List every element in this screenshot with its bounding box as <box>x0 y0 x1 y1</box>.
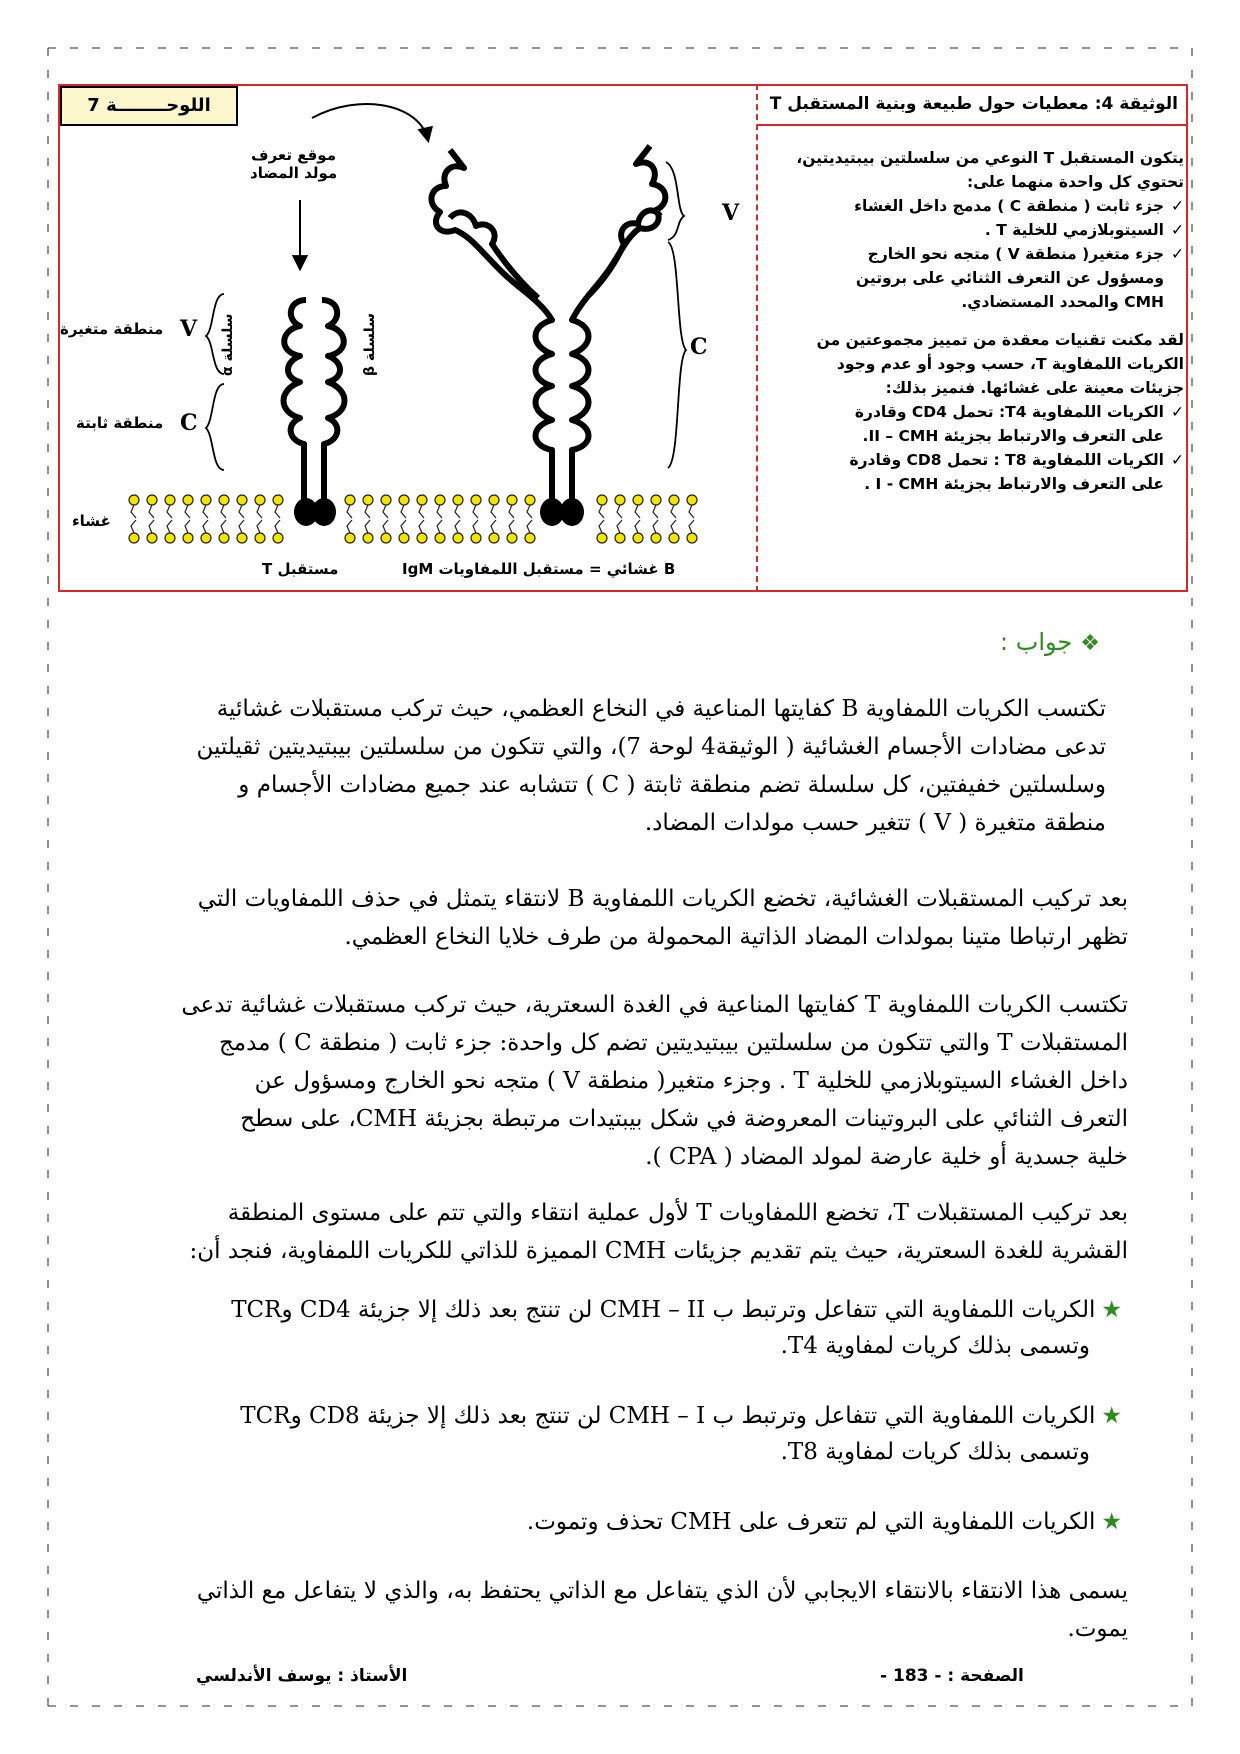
doc-line: يتكون المستقبل T النوعي من سلسلتين بيبتيديتين، <box>796 149 1184 167</box>
star-item-deleted: ★الكريات اللمفاوية التي لم تتعرف على CMH تحذف وتموت. <box>526 1509 1122 1535</box>
variable-region-label: منطقة متغيرة <box>60 320 164 338</box>
lipid-head-bottom <box>165 520 175 543</box>
doc-line: لقد مكنت تقنيات معقدة من تمييز مجموعتين من <box>816 331 1184 349</box>
lipid-head-top <box>471 495 481 518</box>
beta-chain-label: سلسلة β <box>362 313 378 376</box>
lipid-head-top <box>597 495 607 518</box>
doc-line: على التعرف والارتباط بجزيئة I - CMH . <box>864 475 1164 493</box>
star-item-t4: ★الكريات اللمفاوية التي تتفاعل وترتبط ب CMH – II لن تنتج بعد ذلك إلا جزيئة CD4 وTCR وتسمى بذلك كريات لمفاوية T4. <box>231 1297 1122 1359</box>
lipid-head-bottom <box>633 520 643 543</box>
lipid-head-top <box>219 495 229 518</box>
lipid-head-top <box>147 495 157 518</box>
lipid-head-top <box>417 495 427 518</box>
b-receptor-anchor <box>540 498 584 526</box>
t-receptor-anchor <box>294 498 336 526</box>
lipid-head-bottom <box>381 520 391 543</box>
lipid-head-top <box>381 495 391 518</box>
star-bullet-icon: ★ <box>1101 1297 1122 1323</box>
b-receptor-drawing <box>431 146 665 515</box>
answer-paragraph-5: يسمى هذا الانتقاء بالانتقاء الايجابي لأن الذي يتفاعل مع الذاتي يحتفظ به، والذي لا يتفاعل مع الذاتي يموت. <box>196 1578 1128 1642</box>
lipid-head-bottom <box>687 520 697 543</box>
lipid-head-bottom <box>237 520 247 543</box>
doc-list-item: ✓ الكريات اللمفاوية T4: تحمل CD4 وقادرة <box>764 400 1184 424</box>
lipid-head-top <box>525 495 535 518</box>
lipid-head-bottom <box>615 520 625 543</box>
lipid-head-bottom <box>147 520 157 543</box>
answer-paragraph-3: تكتسب الكريات اللمفاوية T كفايتها المناعية في الغدة السعترية، حيث تركب مستقبلات غشائية تدعى المستقبلات T والتي تتكون من سلسلتين بيبتيديتين تضم كل واحدة: جزء ثابت ( منطقة C ) مدمج داخل الغشاء السيتوبلازمي للخلية T . وجزء متغير( منطقة V ) متجه نحو الخارج ومسؤول عن التعرف الثنائي على البروتينات المعروضة في شكل بيبتيدات مرتبطة بجزيئة CMH، على سطح خلية جسدية أو خلية عارضة لمولد المضاد ( CPA ). <box>181 992 1128 1170</box>
lipid-head-bottom <box>669 520 679 543</box>
lipid-head-top <box>615 495 625 518</box>
lipid-head-top <box>399 495 409 518</box>
lipid-head-top <box>489 495 499 518</box>
doc-list-item: ✓ جزء متغير( منطقة V ) متجه نحو الخارج <box>764 242 1184 266</box>
lipid-head-top <box>273 495 283 518</box>
lipid-head-top <box>255 495 265 518</box>
doc-line: ✓ السيتوبلازمي للخلية T . <box>764 218 1184 242</box>
lipid-head-bottom <box>219 520 229 543</box>
lipid-head-top <box>435 495 445 518</box>
c-letter-left: C <box>180 410 198 436</box>
lipid-head-top <box>129 495 139 518</box>
lipid-head-bottom <box>651 520 661 543</box>
doc-line: ومسؤول عن التعرف الثنائي على بروتين <box>855 269 1164 287</box>
lipid-head-top <box>507 495 517 518</box>
lipid-head-top <box>687 495 697 518</box>
doc-line: جزيئات معينة على غشائها. فنميز بذلك: <box>885 379 1184 397</box>
igm-c-brace <box>668 242 686 468</box>
lipid-head-bottom <box>345 520 355 543</box>
lipid-head-top <box>165 495 175 518</box>
star-bullet-icon: ★ <box>1101 1403 1122 1429</box>
footer-page-number: الصفحة : - 183 - <box>880 1666 1024 1686</box>
star-item-t8: ★الكريات اللمفاوية التي تتفاعل وترتبط ب CMH – I لن تنتج بعد ذلك إلا جزيئة CD8 وTCR وتسمى بذلك كريات لمفاوية T8. <box>240 1403 1122 1465</box>
lipid-head-bottom <box>507 520 517 543</box>
answer-paragraph-4: بعد تركيب المستقبلات T، تخضع اللمفاويات T لأول عملية انتقاء والتي تتم على مستوى المنطقة القشرية للغدة السعترية، حيث يتم تقديم جزيئات CMH المميزة للذاتي للكريات اللمفاوية، فنجد أن: <box>189 1200 1128 1264</box>
doc-line: على التعرف والارتباط بجزيئة II – CMH. <box>862 427 1164 445</box>
footer-author: الأستاذ : يوسف الأندلسي <box>196 1666 408 1686</box>
lipid-head-bottom <box>255 520 265 543</box>
lipid-head-bottom <box>417 520 427 543</box>
t-receptor-drawing <box>284 300 345 515</box>
lipid-head-top <box>345 495 355 518</box>
lipid-head-bottom <box>183 520 193 543</box>
lipid-head-bottom <box>399 520 409 543</box>
lipid-head-bottom <box>273 520 283 543</box>
plate-label: اللوحــــــــة 7 <box>60 86 238 126</box>
t-receptor-label: مستقبل T <box>262 560 339 578</box>
lipid-head-bottom <box>129 520 139 543</box>
lipid-head-bottom <box>525 520 535 543</box>
document-title: الوثيقة 4: معطيات حول طبيعة وبنية المستقبل T <box>758 86 1186 126</box>
alpha-chain-label: سلسلة α <box>220 313 236 376</box>
b-receptor-label: IgM غشائي = مستقبل اللمفاويات B <box>402 560 676 578</box>
v-letter-left: V <box>180 316 198 342</box>
doc-line: الكريات اللمفاوية T، حسب وجود أو عدم وجود <box>836 355 1184 373</box>
antigen-site-label: موقع تعرف مولد المضاد <box>250 146 338 182</box>
lipid-head-bottom <box>453 520 463 543</box>
lipid-head-top <box>237 495 247 518</box>
answer-paragraph-2: بعد تركيب المستقبلات الغشائية، تخضع الكريات اللمفاوية B لانتقاء يتمثل في حذف اللمفاويات التي تظهر ارتباطا متينا بمولدات المضاد الذاتية المحمولة من طرف خلايا النخاع العظمي. <box>197 886 1128 950</box>
doc-line: CMH والمحدد المستضادي. <box>961 293 1164 311</box>
v-letter-right: V <box>722 200 740 226</box>
lipid-head-bottom <box>435 520 445 543</box>
lipid-head-top <box>183 495 193 518</box>
diamond-bullet-icon: ❖ <box>1080 631 1100 656</box>
lipid-head-top <box>201 495 211 518</box>
star-bullet-icon: ★ <box>1101 1509 1122 1535</box>
lipid-head-bottom <box>201 520 211 543</box>
membrane-bilayer <box>129 495 697 543</box>
constant-region-label: منطقة ثابتة <box>76 414 164 432</box>
c-region-brace <box>206 384 224 470</box>
igm-v-brace <box>666 162 684 240</box>
lipid-head-bottom <box>597 520 607 543</box>
c-letter-right: C <box>690 334 708 360</box>
doc-list-item: ✓ جزء ثابت ( منطقة C ) مدمج داخل الغشاء <box>764 194 1184 218</box>
doc-line: تحتوي كل واحدة منهما على: <box>966 173 1184 191</box>
lipid-head-top <box>669 495 679 518</box>
antigen-site-curve-arrow <box>312 104 428 140</box>
doc-list-item: ✓ الكريات اللمفاوية T8 : تحمل CD8 وقادرة <box>764 448 1184 472</box>
lipid-head-top <box>651 495 661 518</box>
answer-paragraph-1: تكتسب الكريات اللمفاوية B كفايتها المناعية في النخاع العظمي، حيث تركب مستقبلات غشائية تدعى مضادات الأجسام الغشائية ( الوثيقة4 لوحة 7)، والتي تتكون من سلسلتين بيبتيديتين ثقيلتين وسلسلتين خفيفتين، كل سلسلة تضم منطقة ثابتة ( C ) تتشابه عند جميع مضادات الأجسام و منطقة متغيرة ( V ) تتغير حسب مولدات المضاد. <box>196 696 1106 836</box>
lipid-head-bottom <box>363 520 373 543</box>
answer-heading: ❖جواب : <box>1000 628 1100 656</box>
lipid-head-bottom <box>489 520 499 543</box>
lipid-head-bottom <box>471 520 481 543</box>
lipid-head-top <box>633 495 643 518</box>
lipid-head-top <box>453 495 463 518</box>
membrane-label: غشاء <box>72 512 111 530</box>
lipid-head-top <box>363 495 373 518</box>
